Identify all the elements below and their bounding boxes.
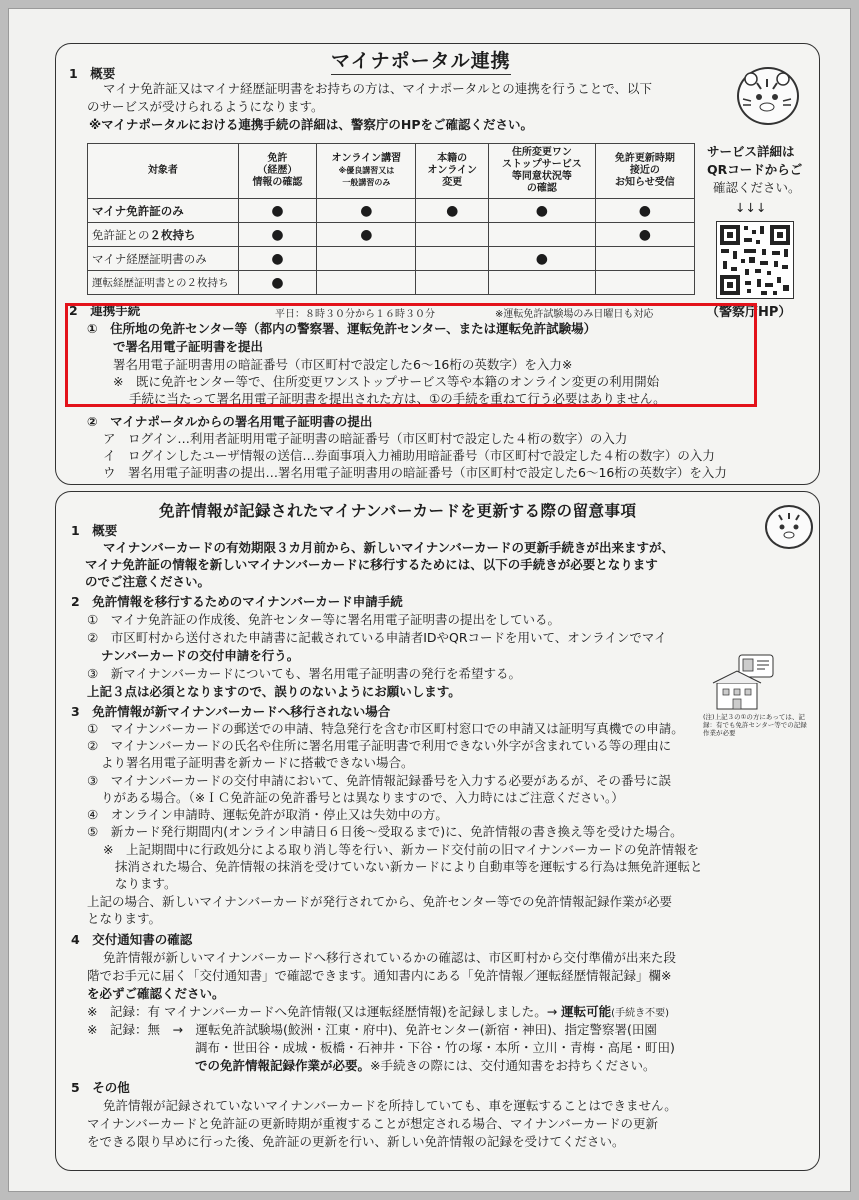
card-building-illustration [709,649,793,713]
col-header-target: 対象者 [88,144,239,199]
p2-s3-heading: 3 免許情報が新マイナンバーカードへ移行されない場合 [71,704,391,719]
p1-s2-heading: 2 連携手続 [69,303,141,318]
p2-s1-l1: マイナンバーカードの有効期限３カ月前から、新しいマイナンバーカードの更新手続きが出来ますが、 [103,540,675,555]
table-row [88,223,695,247]
p2-s4-l6: 調布・世田谷・成城・板橋・石神井・下谷・竹の塚・本所・立川・青梅・高尾・町田) [195,1040,675,1055]
cell-mark [416,247,489,271]
qr-text-3: 確認ください。 [713,180,801,195]
qr-arrows: ↓↓↓ [735,200,767,215]
qr-text-2: QRコードからご [707,162,803,177]
row-label: マイナ免許証のみ [88,199,239,223]
cell-mark: ● [317,223,416,247]
table-row [88,271,695,295]
p2-s3-l11: 上記の場合、新しいマイナンバーカードが発行されてから、免許センター等での免許情報記録作業が必要 [87,894,673,909]
p1-s2-hours: 平日：８時３０分から１６時３０分 [275,309,435,320]
service-table-header [88,144,695,199]
row-label: 免許証との２枚持ち [88,223,239,247]
p2-s1-l3: のでご注意ください。 [85,574,211,589]
cell-mark: ● [238,223,317,247]
p2-s3-l4: ③ マイナンバーカードの交付申請において、免許情報記録番号を入力する必要があるが、その番号に誤 [87,773,671,788]
tiger-mascot-icon [737,67,799,125]
p1-s2-item2-u: ウ 署名用電子証明書の提出…署名用電子証明書用の暗証番号（市区町村で設定した6～16桁の英数字）を入力 [103,465,727,480]
cell-mark: ● [317,199,416,223]
p2-s4-l2: 階でお手元に届く「交付通知書」で確認できます。通知書内にある「免許情報／運転経歴情報記録」欄※ [87,968,672,983]
p2-s5-l1: 免許情報が記録されていないマイナンバーカードを所持していても、車を運転することはできません。 [103,1098,677,1113]
col-header-license-info: 免許 （経歴） 情報の確認 [238,144,317,199]
p2-s3-l5: りがある場合。（※ＩＣ免許証の免許番号とは異なりますので、入力時にはご注意ください。） [101,790,624,805]
p1-s1-line3: ※マイナポータルにおける連携手続の詳細は、警察庁のHPをご確認ください。 [89,117,534,132]
qr-caption: （警察庁HP） [706,305,792,320]
cell-mark: ● [238,199,317,223]
p2-s4-l7a: での免許情報記録作業が必要。 [195,1058,371,1073]
col-header-address-onestop: 住所変更ワン ストップサービス 等同意状況等 の確認 [488,144,595,199]
p2-s4-l3: を必ずご確認ください。 [87,986,225,1001]
p1-s2-item1-l4: ※ 既に免許センター等で、住所変更ワンストップサービス等や本籍のオンライン変更の利用開始 [113,374,660,389]
p2-s1-l2: マイナ免許証の情報を新しいマイナンバーカードに移行するためには、以下の手続きが必要となります [85,557,658,572]
p1-s2-item1-l3: 署名用電子証明書用の暗証番号（市区町村で設定した6～16桁の英数字）を入力※ [113,357,573,372]
p2-s2-l5: 上記３点は必須となりますので、誤りのないようにお願いします。 [87,684,461,699]
p2-s4-l4c: (手続き不要) [611,1008,669,1019]
table-row [88,199,695,223]
cell-mark: ● [488,199,595,223]
p1-s2-note: ※運転免許試験場のみ日曜日も対応 [495,309,654,320]
qr-code[interactable] [716,221,794,299]
table-row [88,247,695,271]
cell-mark [416,223,489,247]
cell-mark [488,223,595,247]
p1-s1-heading: 1 概要 [69,66,116,81]
p2-s4-l4 [87,1003,669,1023]
p1-s2-item2-a: ア ログイン…利用者証明用電子証明書の暗証番号（市区町村で設定した４桁の数字）の入力 [103,431,628,446]
p1-s1-line2: のサービスが受けられるようになります。 [87,99,324,114]
p2-s4-l5: ※ 記録：無 → 運転免許試験場(鮫洲・江東・府中)、免許センター(新宿・神田)、指定警察署(田園 [87,1022,657,1037]
p2-s2-l2: ② 市区町村から送付された申請書に記載されている申請者IDやQRコードを用いて、オンラインでマイ [87,630,667,645]
p2-s3-l7: ⑤ 新カード発行期間内(オンライン申請日６日後～受取るまで)に、免許情報の書き換え等を受けた場合。 [87,824,683,839]
panel2-title: 免許情報が記録されたマイナンバーカードを更新する際の留意事項 [159,502,637,520]
cell-mark [317,247,416,271]
p2-s3-l9: 抹消された場合、免許情報の抹消を受けていない新カードにより自動車等を運転する行為は無免許運転と [115,859,703,874]
p2-s2-l3: ナンバーカードの交付申請を行う。 [101,648,300,663]
p2-s2-l4: ③ 新マイナンバーカードについても、署名用電子証明書の発行を希望する。 [87,666,521,681]
cell-mark: ● [595,223,694,247]
p1-s2-item1-l1: ① 住所地の免許センター等（都内の警察署、運転免許センター、または運転免許試験場） [87,321,597,336]
document-page [8,8,851,1192]
qr-text-1: サービス詳細は [707,144,795,159]
cell-mark: ● [595,199,694,223]
p2-s3-l1: ① マイナンバーカードの郵送での申請、特急発行を含む市区町村窓口での申請又は証明写真機での申請。 [87,721,684,736]
cell-mark [416,271,489,295]
p2-s3-l12: となります。 [87,911,162,926]
cell-mark [595,247,694,271]
p2-s5-heading: 5 その他 [71,1080,130,1095]
cell-mark [488,271,595,295]
p2-s4-heading: 4 交付通知書の確認 [71,932,193,947]
p2-s4-l7 [195,1057,656,1075]
col-header-honseki: 本籍の オンライン 変更 [416,144,489,199]
panel1-title: マイナポータル連携 [331,46,511,75]
p1-s2-item2-i: イ ログインしたユーザ情報の送信…券面事項入力補助用暗証番号（市区町村で設定した４桁の数字）の入力 [103,448,715,463]
p1-s2-item1-l5: 手続に当たって署名用電子証明書を提出された方は、①の手続を重ねて行う必要はありません。 [129,391,666,406]
p2-s3-l2: ② マイナンバーカードの氏名や住所に署名用電子証明書で利用できない外字が含まれている等の理由に [87,738,672,753]
p2-s3-l3: より署名用電子証明書を新カードに搭載できない場合。 [101,755,414,770]
p2-s3-l8: ※ 上記期間中に行政処分による取り消し等を行い、新カード交付前の旧マイナンバーカードの免許情報を [103,842,699,857]
p2-s2-heading: 2 免許情報を移行するためのマイナンバーカード申請手続 [71,594,403,609]
p2-s5-l2: マイナンバーカードと免許証の更新時期が重複することが想定される場合、マイナンバーカードの更新 [87,1116,659,1131]
p2-s4-l7b: ※手続きの際には、交付通知書をお持ちください。 [370,1058,656,1073]
p1-s1-line1: マイナ免許証又はマイナ経歴証明書をお持ちの方は、マイナポータルとの連携を行うことで、以下 [103,81,653,96]
col-header-renewal-notice: 免許更新時期 接近の お知らせ受信 [595,144,694,199]
p2-s4-l4a: ※ 記録：有 マイナンバーカードへ免許情報(又は運転経歴情報)を記録しました。→ [87,1004,562,1019]
col-header-online-course: オンライン講習 ※優良講習又は 一般講習のみ [317,144,416,199]
p1-s2-item1-l2: で署名用電子証明書を提出 [113,339,264,354]
p2-s2-l1: ① マイナ免許証の作成後、免許センター等に署名用電子証明書の提出をしている。 [87,612,560,627]
cell-mark: ● [238,271,317,295]
cell-mark: ● [416,199,489,223]
p2-s3-l10: なります。 [115,876,177,891]
cell-mark [595,271,694,295]
p2-s4-l4b: 運転可能 [561,1004,612,1019]
cell-mark: ● [488,247,595,271]
row-label: 運転経歴証明書との２枚持ち [88,271,239,295]
tiger-mascot-icon [765,505,813,549]
row-label: マイナ経歴証明書のみ [88,247,239,271]
p1-s2-item2-l1: ② マイナポータルからの署名用電子証明書の提出 [87,414,373,429]
cell-mark [317,271,416,295]
p2-s3-l6: ④ オンライン申請時、運転免許が取消・停止又は失効中の方。 [87,807,448,822]
p2-s1-heading: 1 概要 [71,523,118,538]
p2-s5-l3: をできる限り早めに行った後、免許証の更新を行い、新しい免許情報の記録を受けてください。 [87,1134,625,1149]
service-table [87,143,695,295]
p2-s4-l1: 免許情報が新しいマイナンバーカードへ移行されているかの確認は、市区町村から交付準備が出来た段 [103,950,677,965]
cell-mark: ● [238,247,317,271]
p2-side-note: (注)上記３の①の方にあっては、記録：有でも免許センター等での記録作業が必要 [703,713,807,737]
